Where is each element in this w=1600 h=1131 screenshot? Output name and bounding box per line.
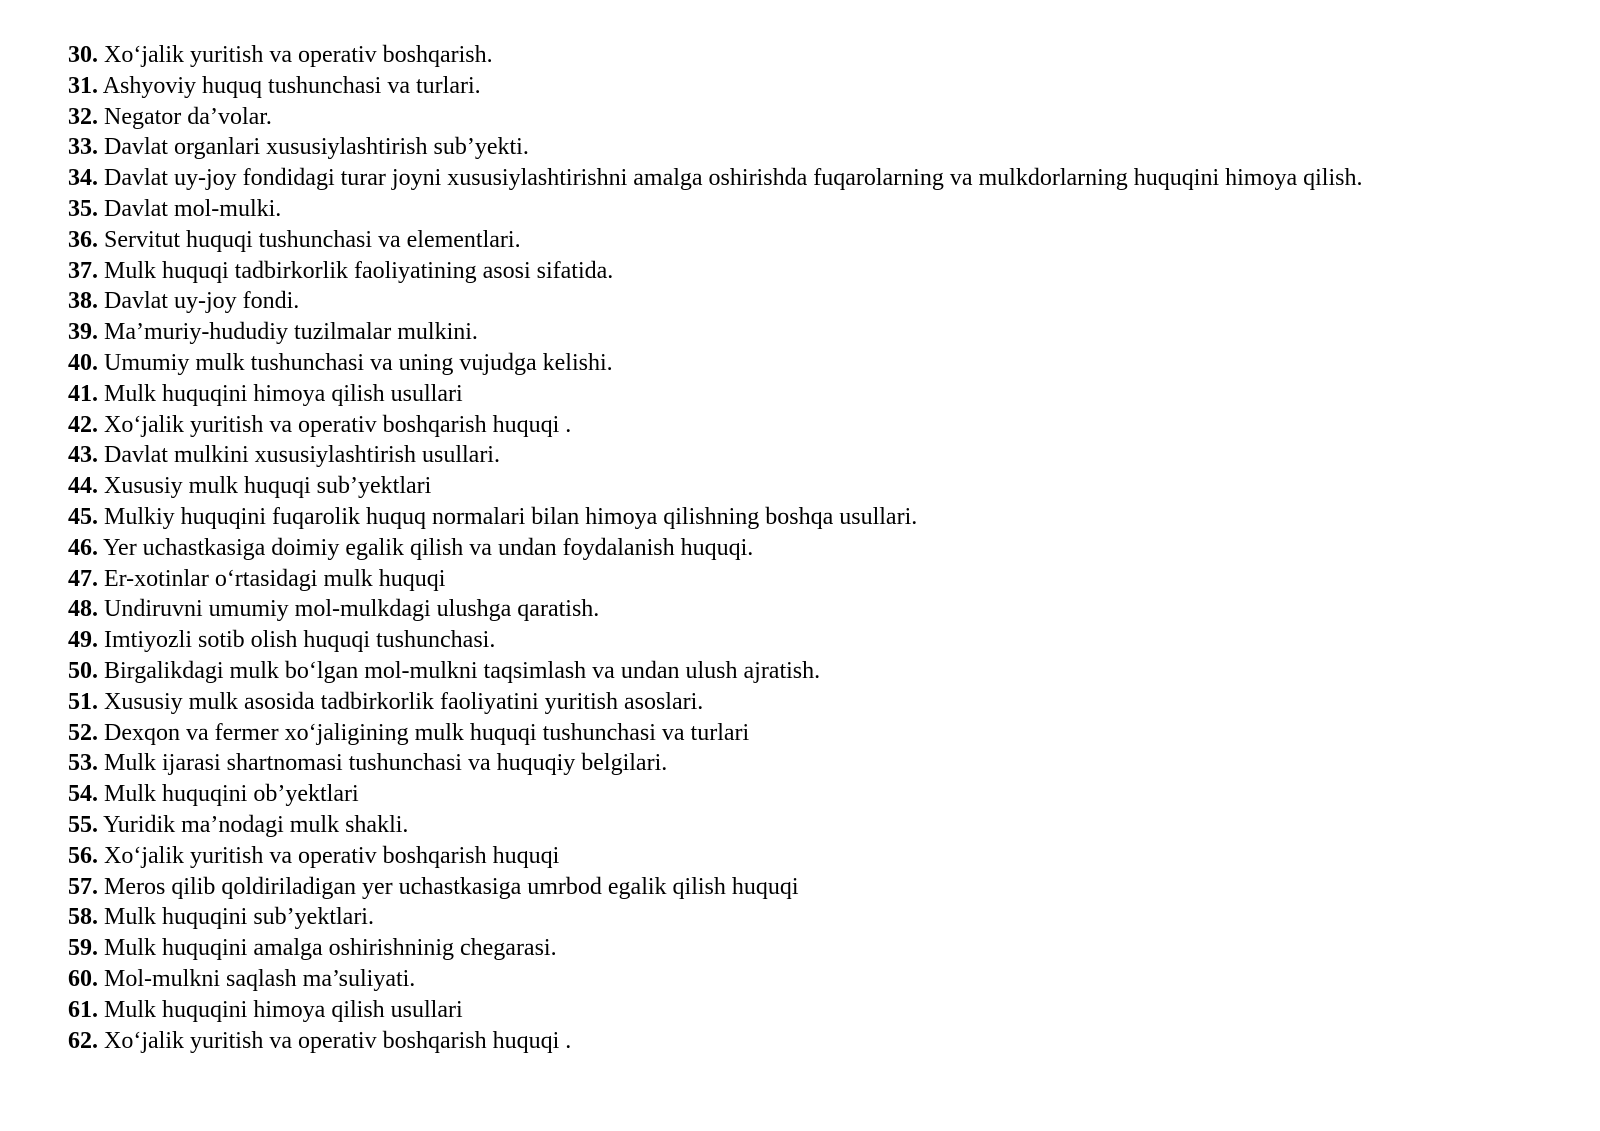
question-number: 55. — [68, 811, 98, 838]
question-item — [68, 1026, 1362, 1057]
question-item — [68, 995, 1362, 1026]
question-number: 62. — [68, 1027, 98, 1054]
question-text: Mulk huquqini himoya qilish usullari — [104, 996, 463, 1023]
question-item — [68, 317, 1362, 348]
question-text: Undiruvni umumiy mol-mulkdagi ulushga qaratish. — [104, 596, 600, 623]
question-item — [68, 810, 1362, 841]
question-item — [68, 286, 1362, 317]
question-item — [68, 933, 1362, 964]
question-text: Xususiy mulk huquqi sub’yektlari — [104, 473, 432, 500]
question-number: 51. — [68, 688, 98, 715]
question-text: Birgalikdagi mulk bo‘lgan mol-mulkni taqsimlash va undan ulush ajratish. — [104, 657, 821, 684]
question-item — [68, 687, 1362, 718]
question-text: Davlat uy-joy fondidagi turar joyni xususiylashtirishni amalga oshirishda fuqarolarning va mulkdorlarning huquqini himoya qilish. — [104, 165, 1363, 192]
question-text: Er-xotinlar o‘rtasidagi mulk huquqi — [104, 565, 446, 592]
question-number: 52. — [68, 719, 98, 746]
question-number: 56. — [68, 842, 98, 869]
question-number: 45. — [68, 503, 98, 530]
question-number: 58. — [68, 904, 98, 931]
question-number: 57. — [68, 873, 98, 900]
question-text: Mulk huquqi tadbirkorlik faoliyatining asosi sifatida. — [104, 257, 614, 284]
question-text: Imtiyozli sotib olish huquqi tushunchasi. — [104, 627, 496, 654]
question-item — [68, 872, 1362, 903]
question-item — [68, 348, 1362, 379]
question-text: Davlat mulkini xususiylashtirish usullari. — [104, 442, 500, 469]
question-text: Mulk huquqini amalga oshirishninig chegarasi. — [104, 935, 557, 962]
question-number: 41. — [68, 380, 98, 407]
question-text: Umumiy mulk tushunchasi va uning vujudga kelishi. — [104, 349, 613, 376]
question-number: 48. — [68, 596, 98, 623]
question-text: Ma’muriy-hududiy tuzilmalar mulkini. — [104, 319, 478, 346]
question-number: 49. — [68, 627, 98, 654]
question-item — [68, 748, 1362, 779]
question-number: 54. — [68, 781, 98, 808]
question-text: Mulk huquqini ob’yektlari — [104, 781, 359, 808]
question-text: Davlat uy-joy fondi. — [104, 288, 300, 315]
question-text: Dexqon va fermer xo‘jaligining mulk huquqi tushunchasi va turlari — [104, 719, 750, 746]
question-number: 40. — [68, 349, 98, 376]
question-number: 50. — [68, 657, 98, 684]
question-number: 34. — [68, 165, 98, 192]
question-number: 59. — [68, 935, 98, 962]
question-number: 36. — [68, 226, 98, 253]
question-number: 60. — [68, 965, 98, 992]
question-number: 61. — [68, 996, 98, 1023]
question-text: Yer uchastkasiga doimiy egalik qilish va undan foydalanish huquqi. — [103, 534, 754, 561]
question-text: Mulkiy huquqini fuqarolik huquq normalari bilan himoya qilishning boshqa usullari. — [104, 503, 918, 530]
question-number: 33. — [68, 134, 98, 161]
question-item — [68, 779, 1362, 810]
question-item — [68, 102, 1362, 133]
question-item — [68, 502, 1362, 533]
question-text: Mulk huquqini sub’yektlari. — [104, 904, 374, 931]
question-item — [68, 163, 1362, 194]
question-text: Servitut huquqi tushunchasi va elementlari. — [104, 226, 521, 253]
question-item — [68, 625, 1362, 656]
question-text: Negator da’volar. — [104, 103, 272, 130]
question-text: Mol-mulkni saqlash ma’suliyati. — [104, 965, 416, 992]
question-item — [68, 718, 1362, 749]
question-item — [68, 656, 1362, 687]
question-text: Ashyoviy huquq tushunchasi va turlari. — [102, 72, 481, 99]
question-number: 43. — [68, 442, 98, 469]
question-text: Xususiy mulk asosida tadbirkorlik faoliyatini yuritish asoslari. — [104, 688, 704, 715]
question-item — [68, 71, 1362, 102]
question-text: Xo‘jalik yuritish va operativ boshqarish huquqi . — [104, 411, 572, 438]
question-item — [68, 440, 1362, 471]
question-text: Xo‘jalik yuritish va operativ boshqarish huquqi . — [104, 1027, 572, 1054]
question-text: Xo‘jalik yuritish va operativ boshqarish huquqi — [104, 842, 560, 869]
question-item — [68, 40, 1362, 71]
question-item — [68, 194, 1362, 225]
question-item — [68, 902, 1362, 933]
question-list — [68, 40, 1362, 1056]
question-number: 46. — [68, 534, 98, 561]
question-number: 32. — [68, 103, 98, 130]
question-number: 37. — [68, 257, 98, 284]
question-number: 53. — [68, 750, 98, 777]
question-item — [68, 225, 1362, 256]
question-number: 42. — [68, 411, 98, 438]
question-item — [68, 594, 1362, 625]
question-item — [68, 964, 1362, 995]
question-item — [68, 132, 1362, 163]
question-number: 31. — [68, 72, 98, 99]
question-item — [68, 379, 1362, 410]
question-item — [68, 256, 1362, 287]
question-text: Yuridik ma’nodagi mulk shakli. — [103, 811, 409, 838]
question-text: Meros qilib qoldiriladigan yer uchastkasiga umrbod egalik qilish huquqi — [104, 873, 799, 900]
question-number: 39. — [68, 319, 98, 346]
question-text: Mulk ijarasi shartnomasi tushunchasi va huquqiy belgilari. — [104, 750, 668, 777]
question-number: 35. — [68, 195, 98, 222]
question-number: 47. — [68, 565, 98, 592]
question-text: Davlat mol-mulki. — [104, 195, 282, 222]
question-number: 30. — [68, 42, 98, 68]
question-item — [68, 533, 1362, 564]
question-number: 44. — [68, 473, 98, 500]
question-text: Mulk huquqini himoya qilish usullari — [104, 380, 463, 407]
question-item — [68, 841, 1362, 872]
question-text: Davlat organlari xususiylashtirish sub’yekti. — [104, 134, 529, 161]
question-item — [68, 471, 1362, 502]
question-item — [68, 410, 1362, 441]
question-item — [68, 564, 1362, 595]
question-number: 38. — [68, 288, 98, 315]
question-text: Xo‘jalik yuritish va operativ boshqarish. — [104, 42, 493, 68]
